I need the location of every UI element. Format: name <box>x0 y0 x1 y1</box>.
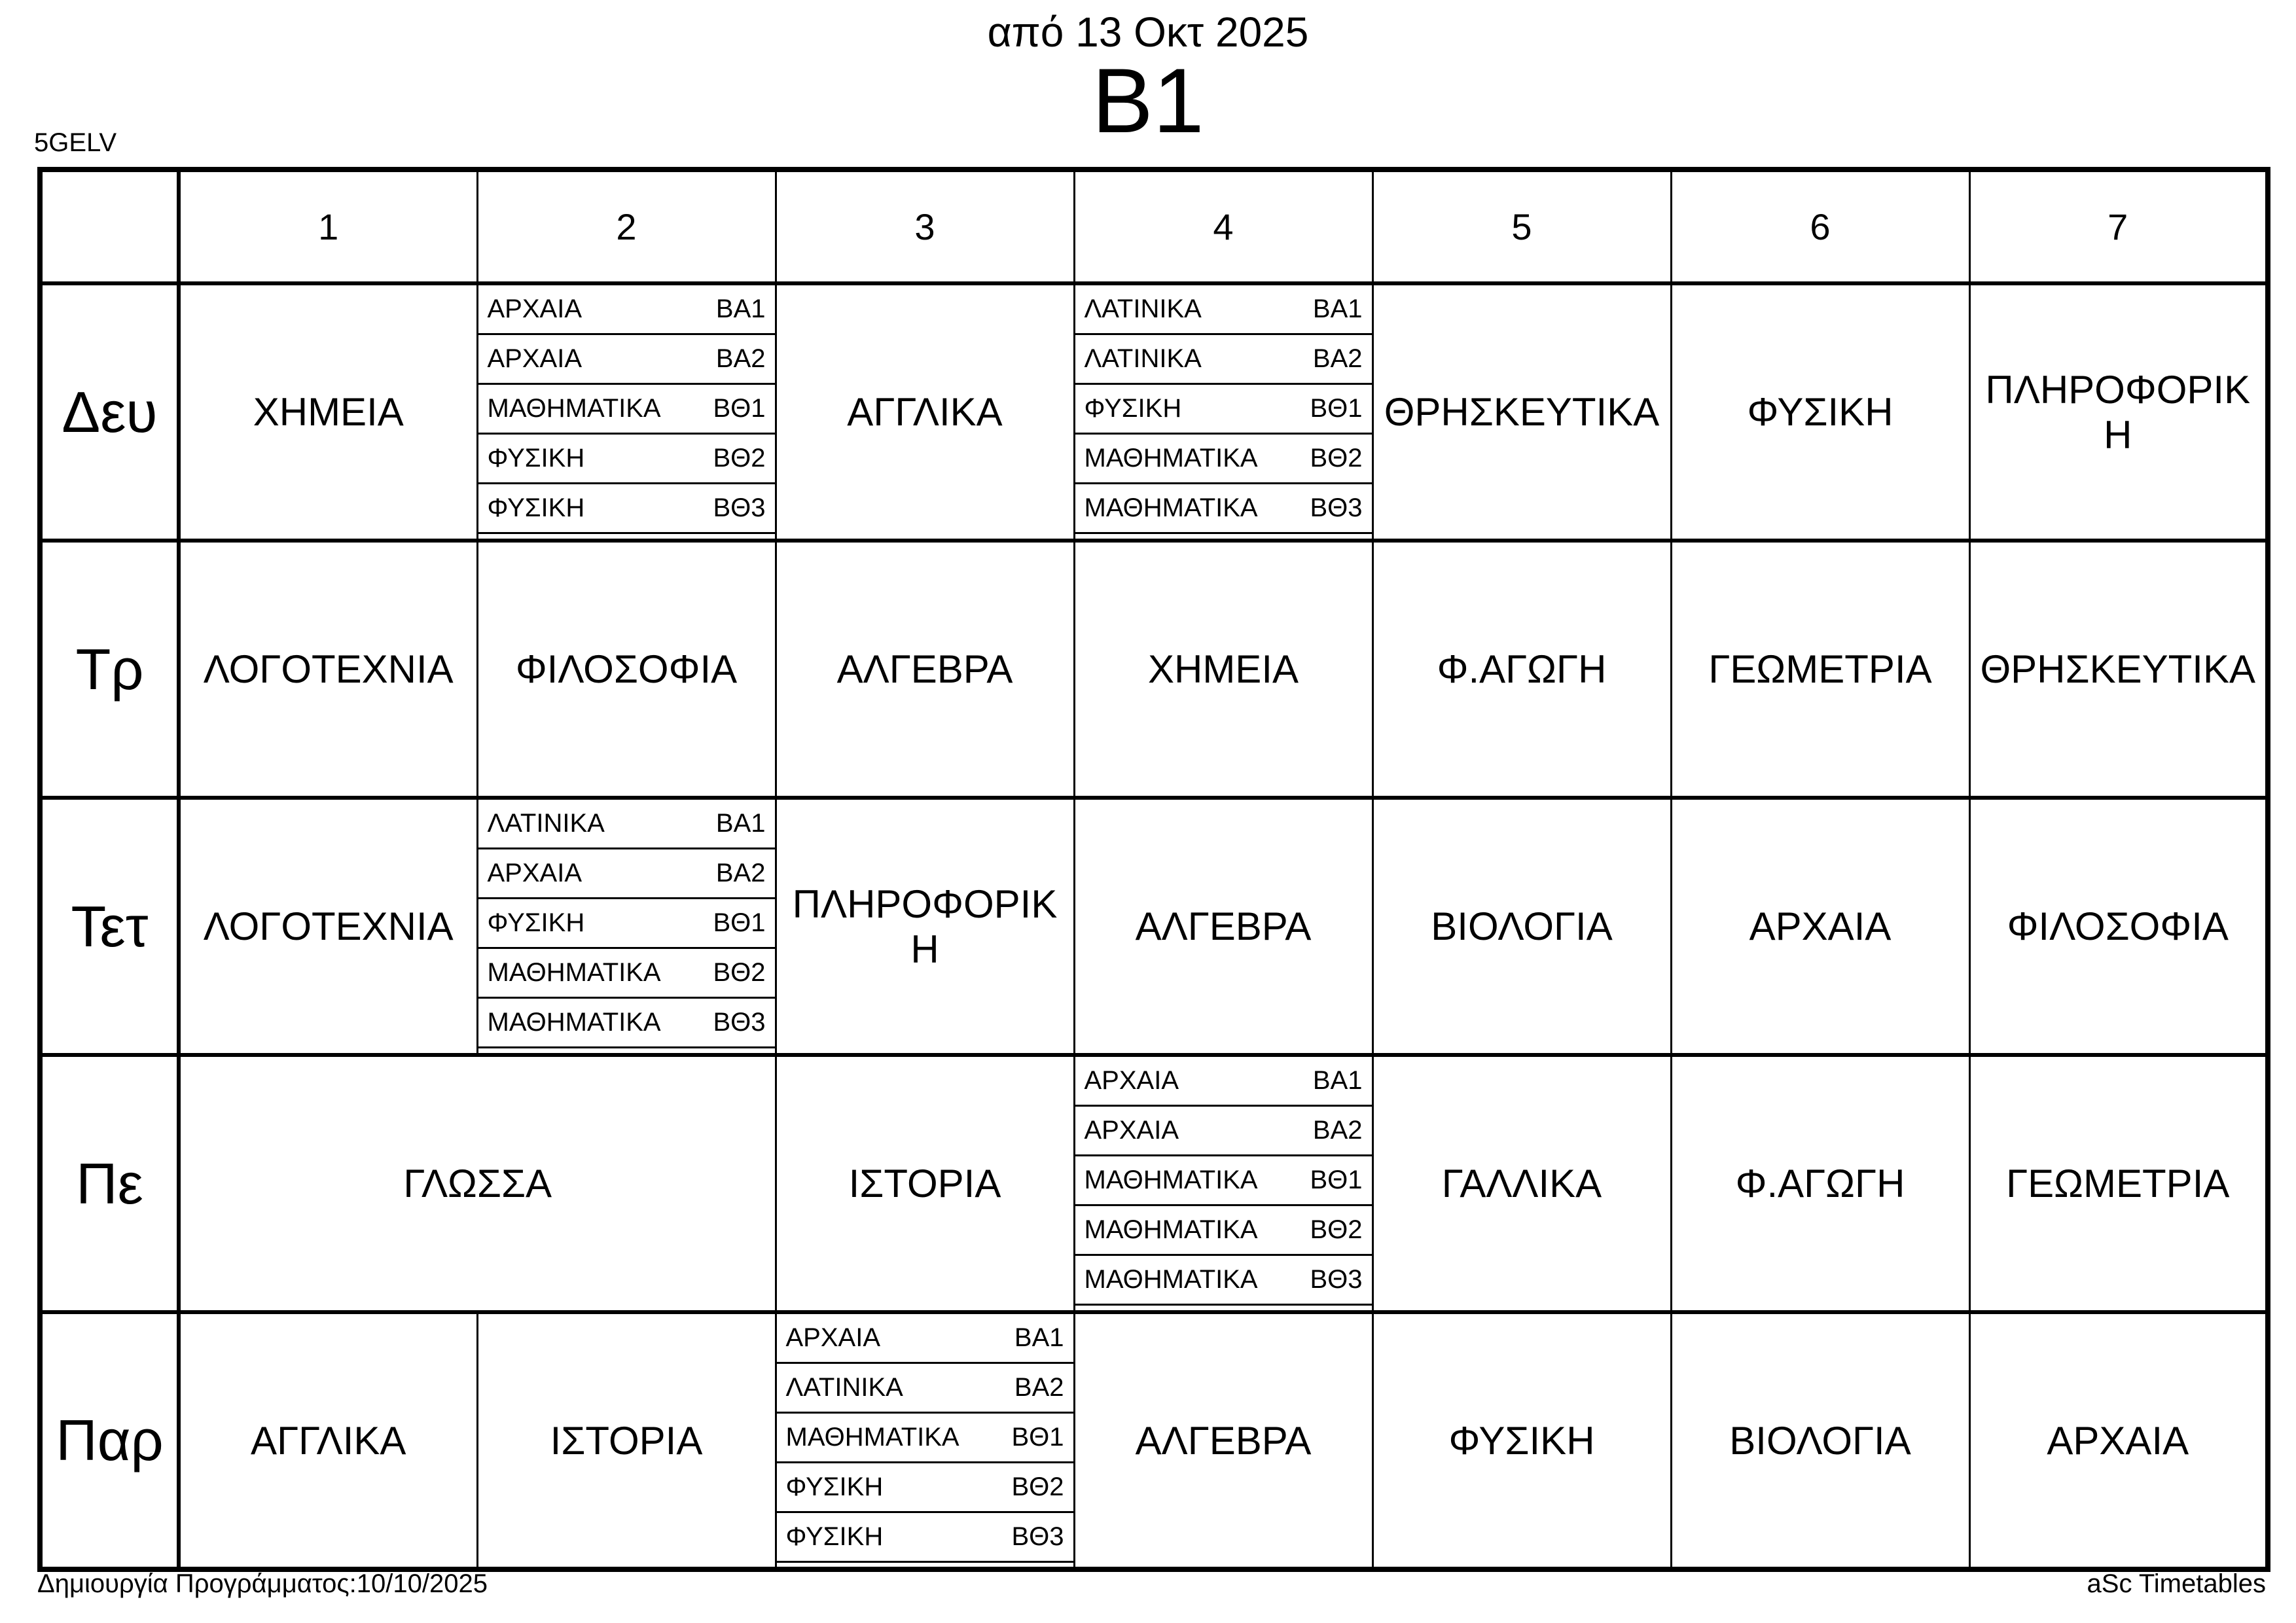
row-friday <box>40 1312 2268 1569</box>
group-entry <box>478 484 775 534</box>
lesson-cell: ΒΙΟΛΟΓΙΑ <box>1372 798 1671 1055</box>
subject-label: ΜΑΘΗΜΑΤΙΚΑ <box>1084 1166 1258 1194</box>
lesson-cell: ΓΑΛΛΙΚΑ <box>1372 1055 1671 1312</box>
group-label: ΒΑ2 <box>1014 1373 1064 1402</box>
period-header-4: 4 <box>1074 169 1372 283</box>
lesson-cell: ΧΗΜΕΙΑ <box>179 283 477 541</box>
lesson-cell: ΠΛΗΡΟΦΟΡΙΚΗ <box>1969 283 2268 541</box>
group-entry <box>478 435 775 484</box>
group-label: ΒΑ1 <box>1312 294 1363 323</box>
subject-label: ΑΡΧΑΙΑ <box>1084 1116 1179 1145</box>
lesson-cell: ΑΛΓΕΒΡΑ <box>1074 1312 1372 1569</box>
group-lesson-cell <box>477 283 776 541</box>
subject-label: ΜΑΘΗΜΑΤΙΚΑ <box>785 1423 960 1452</box>
group-label: ΒΘ2 <box>1310 1215 1363 1244</box>
group-entry <box>478 385 775 435</box>
group-stack <box>1075 1057 1372 1306</box>
lesson-cell: ΘΡΗΣΚΕΥΤΙΚΑ <box>1372 283 1671 541</box>
group-entry <box>478 285 775 335</box>
lesson-cell: ΠΛΗΡΟΦΟΡΙΚΗ <box>776 798 1074 1055</box>
subject-label: ΜΑΘΗΜΑΤΙΚΑ <box>1084 493 1258 522</box>
period-header-6: 6 <box>1671 169 1969 283</box>
lesson-cell: ΓΕΩΜΕΤΡΙΑ <box>1671 541 1969 798</box>
group-label: ΒΑ1 <box>1312 1066 1363 1095</box>
lesson-cell: ΧΗΜΕΙΑ <box>1074 541 1372 798</box>
period-header-row <box>40 169 2268 283</box>
subject-label: ΑΡΧΑΙΑ <box>487 859 583 887</box>
lesson-cell: ΦΥΣΙΚΗ <box>1372 1312 1671 1569</box>
group-label: ΒΑ1 <box>1014 1323 1064 1352</box>
subject-label: ΦΥΣΙΚΗ <box>1084 394 1182 423</box>
group-entry <box>777 1513 1073 1563</box>
subject-label: ΑΡΧΑΙΑ <box>487 344 583 373</box>
row-wednesday <box>40 798 2268 1055</box>
group-entry <box>777 1414 1073 1463</box>
group-label: ΒΘ2 <box>1011 1472 1064 1501</box>
group-label: ΒΑ1 <box>715 294 766 323</box>
lesson-cell: ΦΙΛΟΣΟΦΙΑ <box>1969 798 2268 1055</box>
group-entry <box>1075 1107 1372 1156</box>
lesson-cell: ΑΛΓΕΒΡΑ <box>776 541 1074 798</box>
date-range-title: από 13 Οκτ 2025 <box>987 9 1309 56</box>
lesson-cell: ΑΓΓΛΙΚΑ <box>179 1312 477 1569</box>
period-header-7: 7 <box>1969 169 2268 283</box>
group-label: ΒΘ1 <box>1310 394 1363 423</box>
row-tuesday <box>40 541 2268 798</box>
lesson-cell: ΑΓΓΛΙΚΑ <box>776 283 1074 541</box>
period-header-1: 1 <box>179 169 477 283</box>
subject-label: ΑΡΧΑΙΑ <box>487 294 583 323</box>
lesson-cell: ΙΣΤΟΡΙΑ <box>477 1312 776 1569</box>
group-entry <box>1075 285 1372 335</box>
subject-label: ΜΑΘΗΜΑΤΙΚΑ <box>487 394 661 423</box>
group-label: ΒΑ2 <box>715 859 766 887</box>
subject-label: ΦΥΣΙΚΗ <box>785 1472 884 1501</box>
group-stack <box>1075 285 1372 534</box>
period-header-3: 3 <box>776 169 1074 283</box>
group-label: ΒΘ1 <box>1310 1166 1363 1194</box>
day-label-wednesday: Τετ <box>40 798 179 1055</box>
subject-label: ΜΑΘΗΜΑΤΙΚΑ <box>1084 1265 1258 1294</box>
corner-cell <box>40 169 179 283</box>
day-label-monday: Δευ <box>40 283 179 541</box>
group-label: ΒΑ2 <box>1312 1116 1363 1145</box>
group-entry <box>1075 1256 1372 1306</box>
group-label: ΒΘ3 <box>713 493 766 522</box>
lesson-cell: Φ.ΑΓΩΓΗ <box>1372 541 1671 798</box>
subject-label: ΛΑΤΙΝΙΚΑ <box>1084 294 1202 323</box>
subject-label: ΦΥΣΙΚΗ <box>487 444 585 473</box>
group-label: ΒΘ1 <box>713 394 766 423</box>
group-label: ΒΑ1 <box>715 809 766 838</box>
group-entry <box>777 1364 1073 1414</box>
group-label: ΒΘ2 <box>713 444 766 473</box>
group-entry <box>478 899 775 949</box>
group-entry <box>1075 435 1372 484</box>
group-entry <box>777 1314 1073 1364</box>
group-entry <box>478 999 775 1048</box>
group-lesson-cell <box>1074 283 1372 541</box>
group-lesson-cell <box>1074 1055 1372 1312</box>
timetable-code: 5GELV <box>34 128 117 157</box>
subject-label: ΦΥΣΙΚΗ <box>487 493 585 522</box>
lesson-cell: ΓΕΩΜΕΤΡΙΑ <box>1969 1055 2268 1312</box>
lesson-cell: ΑΡΧΑΙΑ <box>1671 798 1969 1055</box>
group-label: ΒΘ1 <box>1011 1423 1064 1452</box>
lesson-cell: ΑΡΧΑΙΑ <box>1969 1312 2268 1569</box>
group-entry <box>478 849 775 899</box>
day-label-tuesday: Τρ <box>40 541 179 798</box>
subject-label: ΛΑΤΙΝΙΚΑ <box>785 1373 903 1402</box>
group-label: ΒΑ2 <box>1312 344 1363 373</box>
lesson-cell-merged: ΓΛΩΣΣΑ <box>179 1055 776 1312</box>
lesson-cell: ΙΣΤΟΡΙΑ <box>776 1055 1074 1312</box>
subject-label: ΦΥΣΙΚΗ <box>785 1522 884 1551</box>
group-entry <box>478 335 775 385</box>
subject-label: ΑΡΧΑΙΑ <box>1084 1066 1179 1095</box>
group-entry <box>1075 1206 1372 1256</box>
subject-label: ΜΑΘΗΜΑΤΙΚΑ <box>1084 444 1258 473</box>
class-name-title: B1 <box>1092 49 1204 152</box>
lesson-cell: ΦΥΣΙΚΗ <box>1671 283 1969 541</box>
group-label: ΒΘ3 <box>1011 1522 1064 1551</box>
group-label: ΒΘ3 <box>713 1008 766 1037</box>
group-stack <box>777 1314 1073 1563</box>
row-thursday <box>40 1055 2268 1312</box>
subject-label: ΜΑΘΗΜΑΤΙΚΑ <box>1084 1215 1258 1244</box>
group-label: ΒΘ3 <box>1310 493 1363 522</box>
group-label: ΒΘ2 <box>1310 444 1363 473</box>
group-stack <box>478 800 775 1048</box>
subject-label: ΑΡΧΑΙΑ <box>785 1323 881 1352</box>
row-monday <box>40 283 2268 541</box>
lesson-cell: Φ.ΑΓΩΓΗ <box>1671 1055 1969 1312</box>
period-header-2: 2 <box>477 169 776 283</box>
timetable-grid <box>37 167 2270 1572</box>
lesson-cell: ΛΟΓΟΤΕΧΝΙΑ <box>179 541 477 798</box>
lesson-cell: ΛΟΓΟΤΕΧΝΙΑ <box>179 798 477 1055</box>
subject-label: ΜΑΘΗΜΑΤΙΚΑ <box>487 958 661 987</box>
subject-label: ΛΑΤΙΝΙΚΑ <box>1084 344 1202 373</box>
group-label: ΒΘ3 <box>1310 1265 1363 1294</box>
subject-label: ΛΑΤΙΝΙΚΑ <box>487 809 605 838</box>
creation-date-footer: Δημιουργία Προγράμματος:10/10/2025 <box>37 1569 488 1598</box>
group-label: ΒΘ2 <box>713 958 766 987</box>
lesson-cell: ΘΡΗΣΚΕΥΤΙΚΑ <box>1969 541 2268 798</box>
group-entry <box>478 800 775 849</box>
group-entry <box>1075 1057 1372 1107</box>
subject-label: ΜΑΘΗΜΑΤΙΚΑ <box>487 1008 661 1037</box>
group-label: ΒΑ2 <box>715 344 766 373</box>
group-entry <box>1075 335 1372 385</box>
group-stack <box>478 285 775 534</box>
day-label-friday: Παρ <box>40 1312 179 1569</box>
group-lesson-cell <box>776 1312 1074 1569</box>
app-name-footer: aSc Timetables <box>2087 1569 2266 1598</box>
subject-label: ΦΥΣΙΚΗ <box>487 908 585 937</box>
group-entry <box>777 1463 1073 1513</box>
lesson-cell: ΒΙΟΛΟΓΙΑ <box>1671 1312 1969 1569</box>
group-entry <box>1075 385 1372 435</box>
group-entry <box>1075 484 1372 534</box>
group-entry <box>478 949 775 999</box>
day-label-thursday: Πε <box>40 1055 179 1312</box>
period-header-5: 5 <box>1372 169 1671 283</box>
group-entry <box>1075 1156 1372 1206</box>
group-label: ΒΘ1 <box>713 908 766 937</box>
lesson-cell: ΑΛΓΕΒΡΑ <box>1074 798 1372 1055</box>
group-lesson-cell <box>477 798 776 1055</box>
lesson-cell: ΦΙΛΟΣΟΦΙΑ <box>477 541 776 798</box>
